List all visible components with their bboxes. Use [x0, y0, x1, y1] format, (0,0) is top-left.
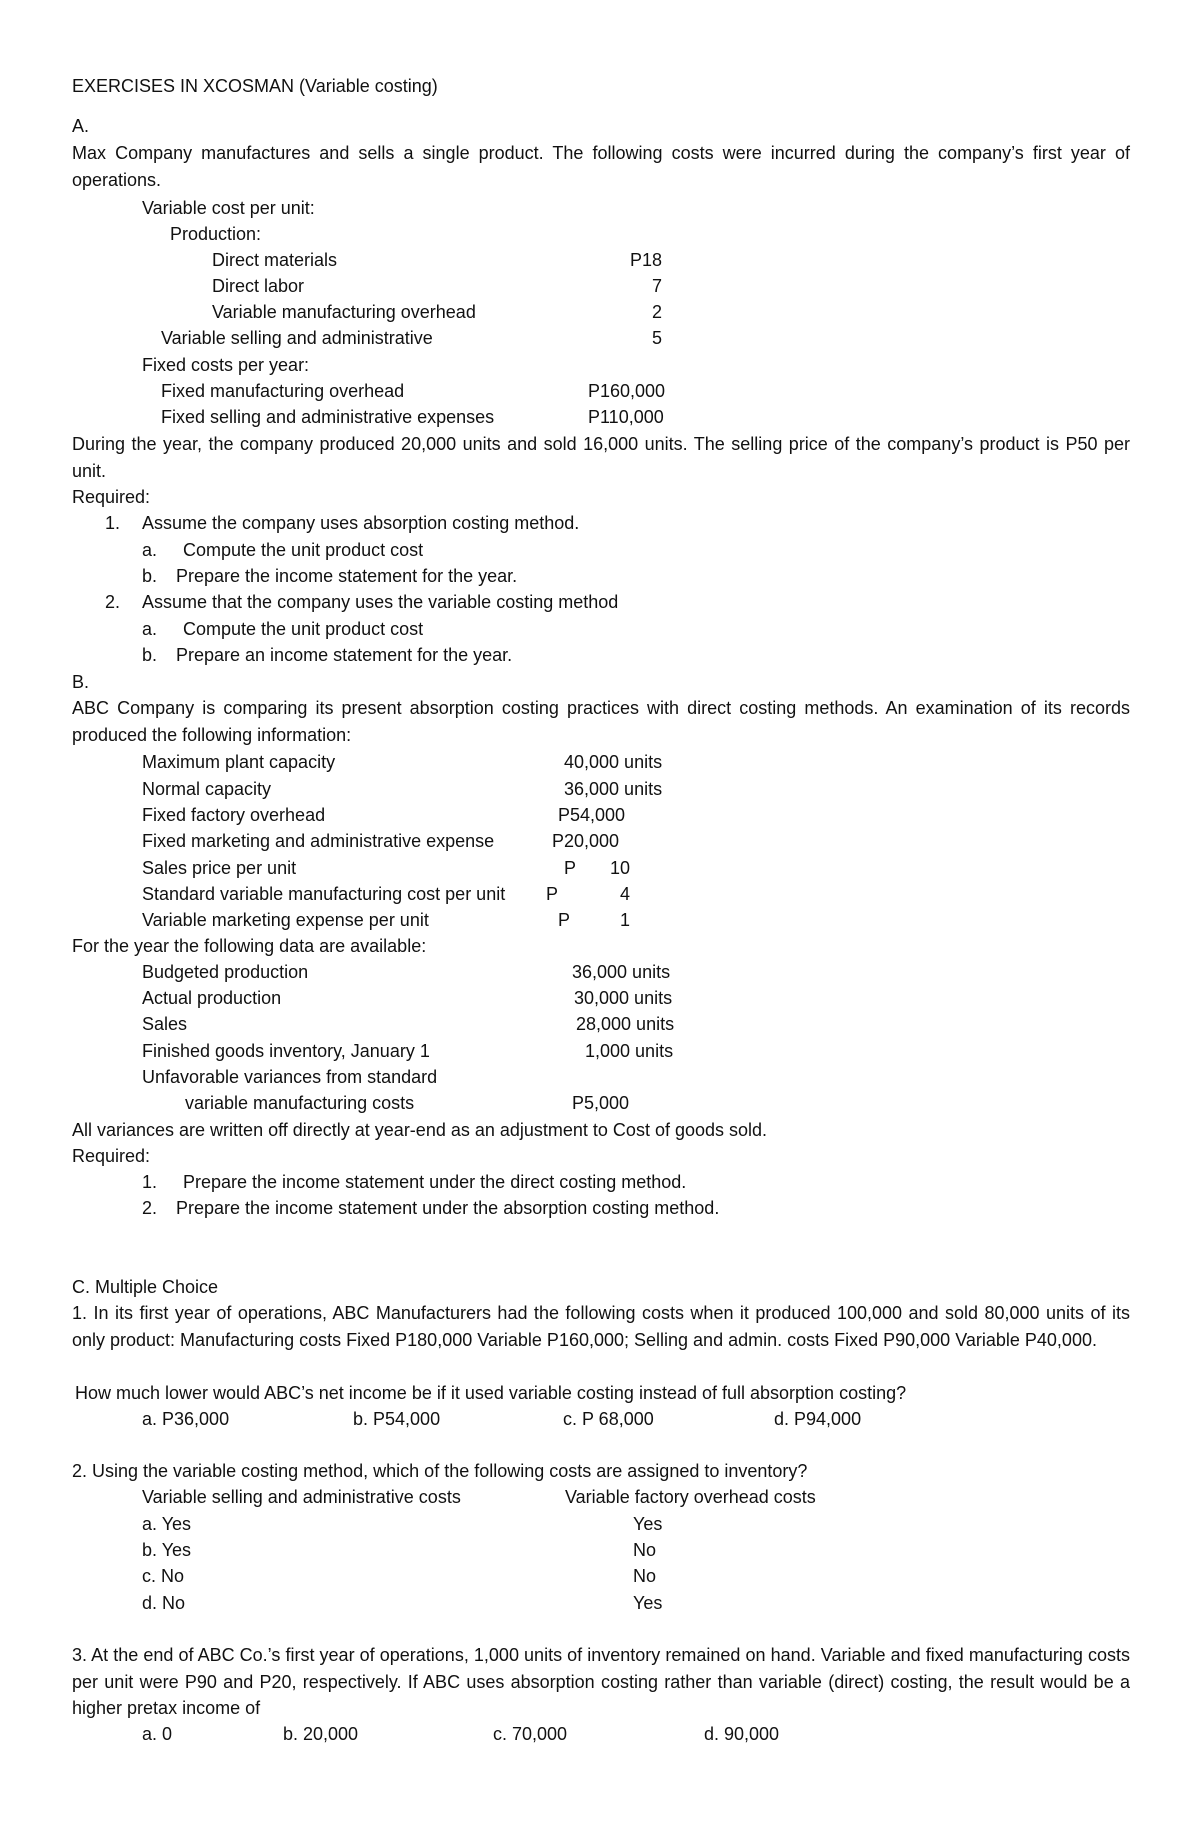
- year-data-value: 30,000 units: [574, 988, 673, 1008]
- list-number: 2.: [142, 1198, 158, 1218]
- requirement-text: Prepare the income statement for the year.: [176, 566, 518, 586]
- part-a-intro: Max Company manufactures and sells a single product. The following costs were incurred during the company’s first year of operations.: [72, 143, 1130, 190]
- info-value: 4: [619, 884, 630, 904]
- part-b-heading: B.: [72, 672, 90, 692]
- year-data-item: Actual production: [142, 988, 282, 1008]
- part-a-required: Required:: [72, 487, 151, 507]
- unfavorable-variances-label: Unfavorable variances from standard: [142, 1067, 438, 1087]
- list-number: 2.: [105, 592, 121, 612]
- part-a-narrative: During the year, the company produced 20,000 units and sold 16,000 units. The selling price of the company’s product is P50 per unit.: [72, 434, 1130, 481]
- answer-value: Yes: [633, 1514, 663, 1534]
- year-data-item: Finished goods inventory, January 1: [142, 1041, 430, 1061]
- requirement-text: Compute the unit product cost: [183, 540, 424, 560]
- question-1-text: 1. In its first year of operations, ABC Manufacturers had the following costs when it produced 100,000 and sold 80,000 units of its only product: Manufacturing costs Fixed P180,000 Variable P160,000; Selling and admin. costs Fixed P90,000 Variable P40,000.: [72, 1303, 1130, 1350]
- answer-option: a. 0: [142, 1724, 173, 1744]
- info-value: 1: [619, 910, 630, 930]
- info-label: Sales price per unit: [142, 858, 297, 878]
- production-label: Production:: [170, 224, 262, 244]
- list-letter: a.: [142, 619, 158, 639]
- answer-option: a. Yes: [142, 1514, 192, 1534]
- year-data-value: 36,000 units: [572, 962, 671, 982]
- fixed-item-label: Fixed selling and administrative expenses: [161, 407, 495, 427]
- unfavorable-variances-sub: variable manufacturing costs: [185, 1093, 415, 1113]
- answer-option: c. P 68,000: [563, 1409, 654, 1429]
- cost-item-value: 5: [651, 328, 662, 348]
- requirement-text: Assume the company uses absorption costing method.: [142, 513, 580, 533]
- variance-note: All variances are written off directly at year-end as an adjustment to Cost of goods sold.: [72, 1120, 768, 1140]
- info-label: Maximum plant capacity: [142, 752, 336, 772]
- question-3-text: 3. At the end of ABC Co.’s first year of operations, 1,000 units of inventory remained on hand. Variable and fixed manufacturing costs per unit were P90 and P20, respectively. If ABC uses absorption costing rather than variable (direct) costing, the result would be a higher pretax income of: [72, 1645, 1130, 1718]
- answer-option: a. P36,000: [142, 1409, 230, 1429]
- info-label: Fixed factory overhead: [142, 805, 326, 825]
- unfavorable-variances-value: P5,000: [572, 1093, 630, 1113]
- answer-option: d. P94,000: [774, 1409, 862, 1429]
- fixed-item-value: P110,000: [588, 407, 664, 427]
- year-data-label: For the year the following data are available:: [72, 936, 427, 956]
- answer-option: d. No: [142, 1593, 186, 1613]
- list-letter: a.: [142, 540, 158, 560]
- requirement-text: Prepare the income statement under the direct costing method.: [183, 1172, 687, 1192]
- info-label: Normal capacity: [142, 779, 272, 799]
- info-value: 40,000 units: [564, 752, 663, 772]
- cost-item-label: Variable selling and administrative: [161, 328, 433, 348]
- info-label: Standard variable manufacturing cost per unit: [142, 884, 506, 904]
- variable-cost-label: Variable cost per unit:: [142, 198, 315, 218]
- answer-option: b. P54,000: [353, 1409, 441, 1429]
- info-label: Fixed marketing and administrative expense: [142, 831, 495, 851]
- list-number: 1.: [105, 513, 121, 533]
- currency-prefix: P: [546, 884, 559, 904]
- info-label: Variable marketing expense per unit: [142, 910, 429, 930]
- answer-option: d. 90,000: [704, 1724, 780, 1744]
- list-letter: b.: [142, 645, 158, 665]
- fixed-costs-label: Fixed costs per year:: [142, 355, 310, 375]
- document-title: EXERCISES IN XCOSMAN (Variable costing): [72, 76, 438, 96]
- answer-option: b. Yes: [142, 1540, 192, 1560]
- list-letter: b.: [142, 566, 158, 586]
- part-c-heading: C. Multiple Choice: [72, 1277, 219, 1297]
- requirement-text: Prepare the income statement under the absorption costing method.: [176, 1198, 720, 1218]
- cost-item-label: Direct labor: [212, 276, 305, 296]
- cost-item-value: 7: [651, 276, 662, 296]
- info-value: P54,000: [558, 805, 626, 825]
- year-data-item: Sales: [142, 1014, 188, 1034]
- cost-item-value: 2: [651, 302, 662, 322]
- list-number: 1.: [142, 1172, 158, 1192]
- year-data-item: Budgeted production: [142, 962, 309, 982]
- currency-prefix: P: [558, 910, 571, 930]
- cost-item-value: P18: [629, 250, 662, 270]
- requirement-text: Assume that the company uses the variable costing method: [142, 592, 619, 612]
- answer-value: Yes: [633, 1593, 663, 1613]
- year-data-value: 28,000 units: [576, 1014, 675, 1034]
- part-b-intro: ABC Company is comparing its present absorption costing practices with direct costing methods. An examination of its records produced the following information:: [72, 698, 1130, 745]
- fixed-item-value: P160,000: [588, 381, 666, 401]
- info-value: P20,000: [552, 831, 620, 851]
- question-1-prompt: How much lower would ABC’s net income be if it used variable costing instead of full absorption costing?: [75, 1383, 907, 1403]
- answer-option: c. No: [142, 1566, 185, 1586]
- answer-option: b. 20,000: [283, 1724, 359, 1744]
- cost-item-label: Variable manufacturing overhead: [212, 302, 476, 322]
- currency-prefix: P: [564, 858, 577, 878]
- info-value: 36,000 units: [564, 779, 663, 799]
- answer-value: No: [633, 1540, 657, 1560]
- answer-value: No: [633, 1566, 657, 1586]
- answer-option: c. 70,000: [493, 1724, 568, 1744]
- part-a-heading: A.: [72, 116, 90, 136]
- part-b-required: Required:: [72, 1146, 151, 1166]
- question-2-column-header: Variable selling and administrative costs: [142, 1487, 461, 1507]
- fixed-item-label: Fixed manufacturing overhead: [161, 381, 405, 401]
- requirement-text: Compute the unit product cost: [183, 619, 424, 639]
- question-2-column-header: Variable factory overhead costs: [565, 1487, 816, 1507]
- year-data-value: 1,000 units: [585, 1041, 674, 1061]
- requirement-text: Prepare an income statement for the year.: [176, 645, 513, 665]
- info-value: 10: [609, 858, 630, 878]
- question-2-text: 2. Using the variable costing method, which of the following costs are assigned to inventory?: [72, 1461, 808, 1481]
- cost-item-label: Direct materials: [212, 250, 338, 270]
